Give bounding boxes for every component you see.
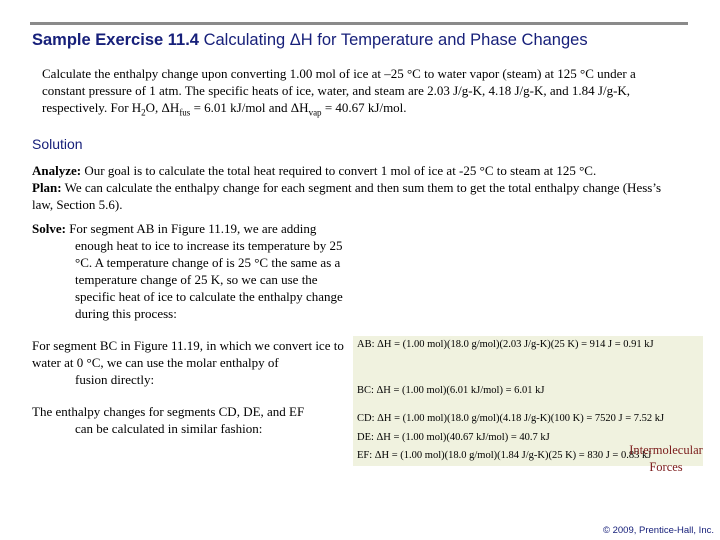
equation-cd: CD: ΔH = (1.00 mol)(18.0 g/mol)(4.18 J/g-K)(100 K) = 7520 J = 7.52 kJ	[357, 413, 665, 424]
copyright-notice: © 2009, Prentice-Hall, Inc.	[602, 525, 714, 536]
analyze-label: Analyze:	[32, 163, 82, 178]
title-prefix: Sample Exercise 11.4	[32, 31, 199, 49]
solve-first: For segment AB in Figure 11.19, we are adding	[65, 221, 317, 236]
analyze-plan-block	[32, 162, 672, 213]
analyze-text: Our goal is to calculate the total heat required to convert 1 mol of ice at -25 °C to steam at 125 °C.	[81, 163, 597, 178]
intermolecular-forces-link[interactable]: Intermolecular Forces	[629, 443, 703, 474]
solution-heading: Solution	[32, 136, 83, 152]
problem-sub: 2	[141, 107, 146, 118]
problem-sub: vap	[308, 107, 322, 118]
page-title	[32, 31, 588, 50]
problem-text: = 40.67 kJ/mol.	[321, 100, 407, 115]
analyze-line	[32, 162, 672, 179]
solve-rest: enough heat to ice to increase its temperature by 25 °C. A temperature change of is 25 °C the same as a temperature change of 25 K, so we can use the specific heat of ice to calculate the enthalpy change during this process:	[75, 238, 343, 321]
problem-sub: fus	[179, 107, 191, 118]
segment-cd-paragraph	[32, 403, 352, 437]
problem-text: = 6.01 kJ/mol and ΔH	[190, 100, 309, 115]
equation-de: DE: ΔH = (1.00 mol)(40.67 kJ/mol) = 40.7 kJ	[357, 432, 550, 443]
plan-label: Plan:	[32, 180, 62, 195]
solve-label: Solve:	[32, 221, 66, 236]
equation-ef: EF: ΔH = (1.00 mol)(18.0 g/mol)(1.84 J/g-K)(25 K) = 830 J = 0.83 kJ	[357, 450, 652, 461]
title-text: Calculating ΔH for Temperature and Phase Changes	[203, 31, 588, 49]
cd-first: The enthalpy changes for segments CD, DE, and EF	[32, 404, 305, 419]
top-rule	[30, 22, 688, 25]
plan-line	[32, 179, 672, 213]
cd-rest: can be calculated in similar fashion:	[75, 421, 263, 436]
problem-text: O, ΔH	[145, 100, 180, 115]
solve-first-line	[32, 220, 347, 237]
segment-bc-paragraph	[32, 337, 352, 388]
problem-text: Calculate the enthalpy change upon converting 1.00 mol of ice at –25 °C to water vapor (steam) at 125 °C under a constant pressure of 1 atm. The specific heats of ice, water, and steam are 2.03 J/g-K, 4.18 J/g-K, and 1.84 J/g-K, respectively. For H	[42, 66, 636, 115]
solve-block	[32, 220, 347, 322]
equation-bc: BC: ΔH = (1.00 mol)(6.01 kJ/mol) = 6.01 kJ	[357, 385, 545, 396]
equation-ab: AB: ΔH = (1.00 mol)(18.0 g/mol)(2.03 J/g-K)(25 K) = 914 J = 0.91 kJ	[357, 339, 654, 350]
bc-rest: fusion directly:	[75, 372, 155, 387]
plan-text: We can calculate the enthalpy change for each segment and then sum them to get the total enthalpy change (Hess’s law, Section 5.6).	[32, 180, 662, 212]
bc-first: For segment BC in Figure 11.19, in which we convert ice to water at 0 °C, we can use the molar enthalpy of	[32, 338, 344, 370]
problem-statement	[42, 65, 682, 122]
